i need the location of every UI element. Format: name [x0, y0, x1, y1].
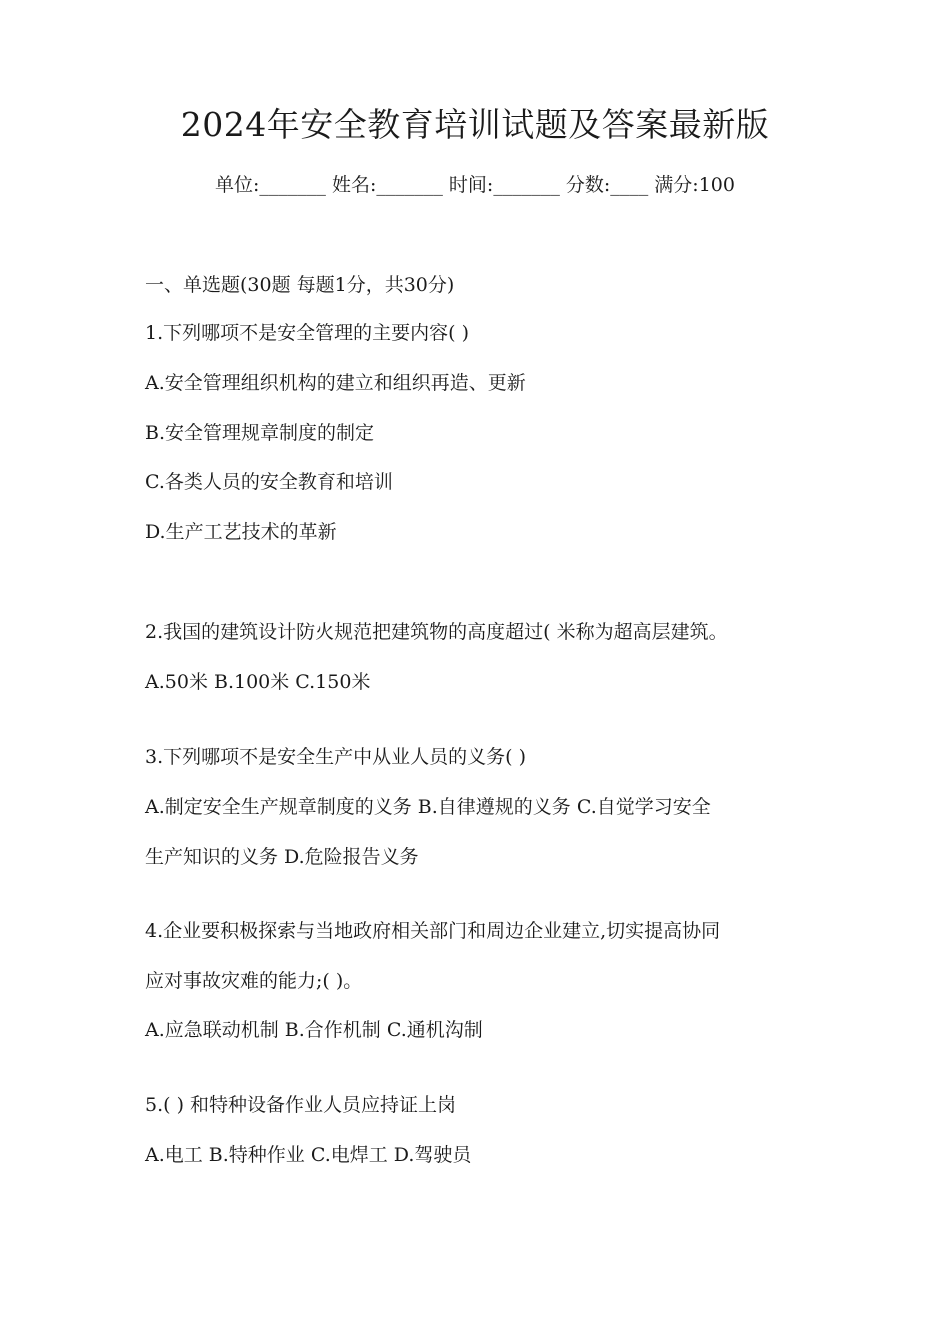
question-3-options-line-1: A.制定安全生产规章制度的义务 B.自律遵规的义务 C.自觉学习安全: [145, 796, 711, 818]
question-1-stem: 1.下列哪项不是安全管理的主要内容( ): [145, 322, 469, 344]
question-4-stem-continued: 应对事故灾难的能力;( )。: [145, 970, 363, 992]
question-1-option-d: D.生产工艺技术的革新: [145, 521, 337, 543]
section-heading: 一、单选题(30题 每题1分，共30分): [145, 274, 455, 296]
question-3-stem: 3.下列哪项不是安全生产中从业人员的义务( ): [145, 746, 526, 768]
exam-info-line: 单位:_______ 姓名:_______ 时间:_______ 分数:____ 满分:100: [215, 174, 735, 196]
question-3-options-line-2: 生产知识的义务 D.危险报告义务: [145, 846, 419, 868]
question-1-option-b: B.安全管理规章制度的制定: [145, 422, 375, 444]
question-1-option-a: A.安全管理组织机构的建立和组织再造、更新: [145, 372, 526, 394]
question-4-options: A.应急联动机制 B.合作机制 C.通机沟制: [145, 1019, 483, 1041]
question-5-options: A.电工 B.特种作业 C.电焊工 D.驾驶员: [145, 1144, 472, 1166]
question-4-stem: 4.企业要积极探索与当地政府相关部门和周边企业建立,切实提高协同: [145, 920, 721, 942]
question-5-stem: 5.( ) 和特种设备作业人员应持证上岗: [145, 1094, 457, 1116]
page-title: 2024年安全教育培训试题及答案最新版: [180, 105, 770, 144]
question-2-options: A.50米 B.100米 C.150米: [145, 671, 371, 693]
question-2-stem: 2.我国的建筑设计防火规范把建筑物的高度超过( 米称为超高层建筑。: [145, 621, 728, 643]
question-1-option-c: C.各类人员的安全教育和培训: [145, 471, 393, 493]
